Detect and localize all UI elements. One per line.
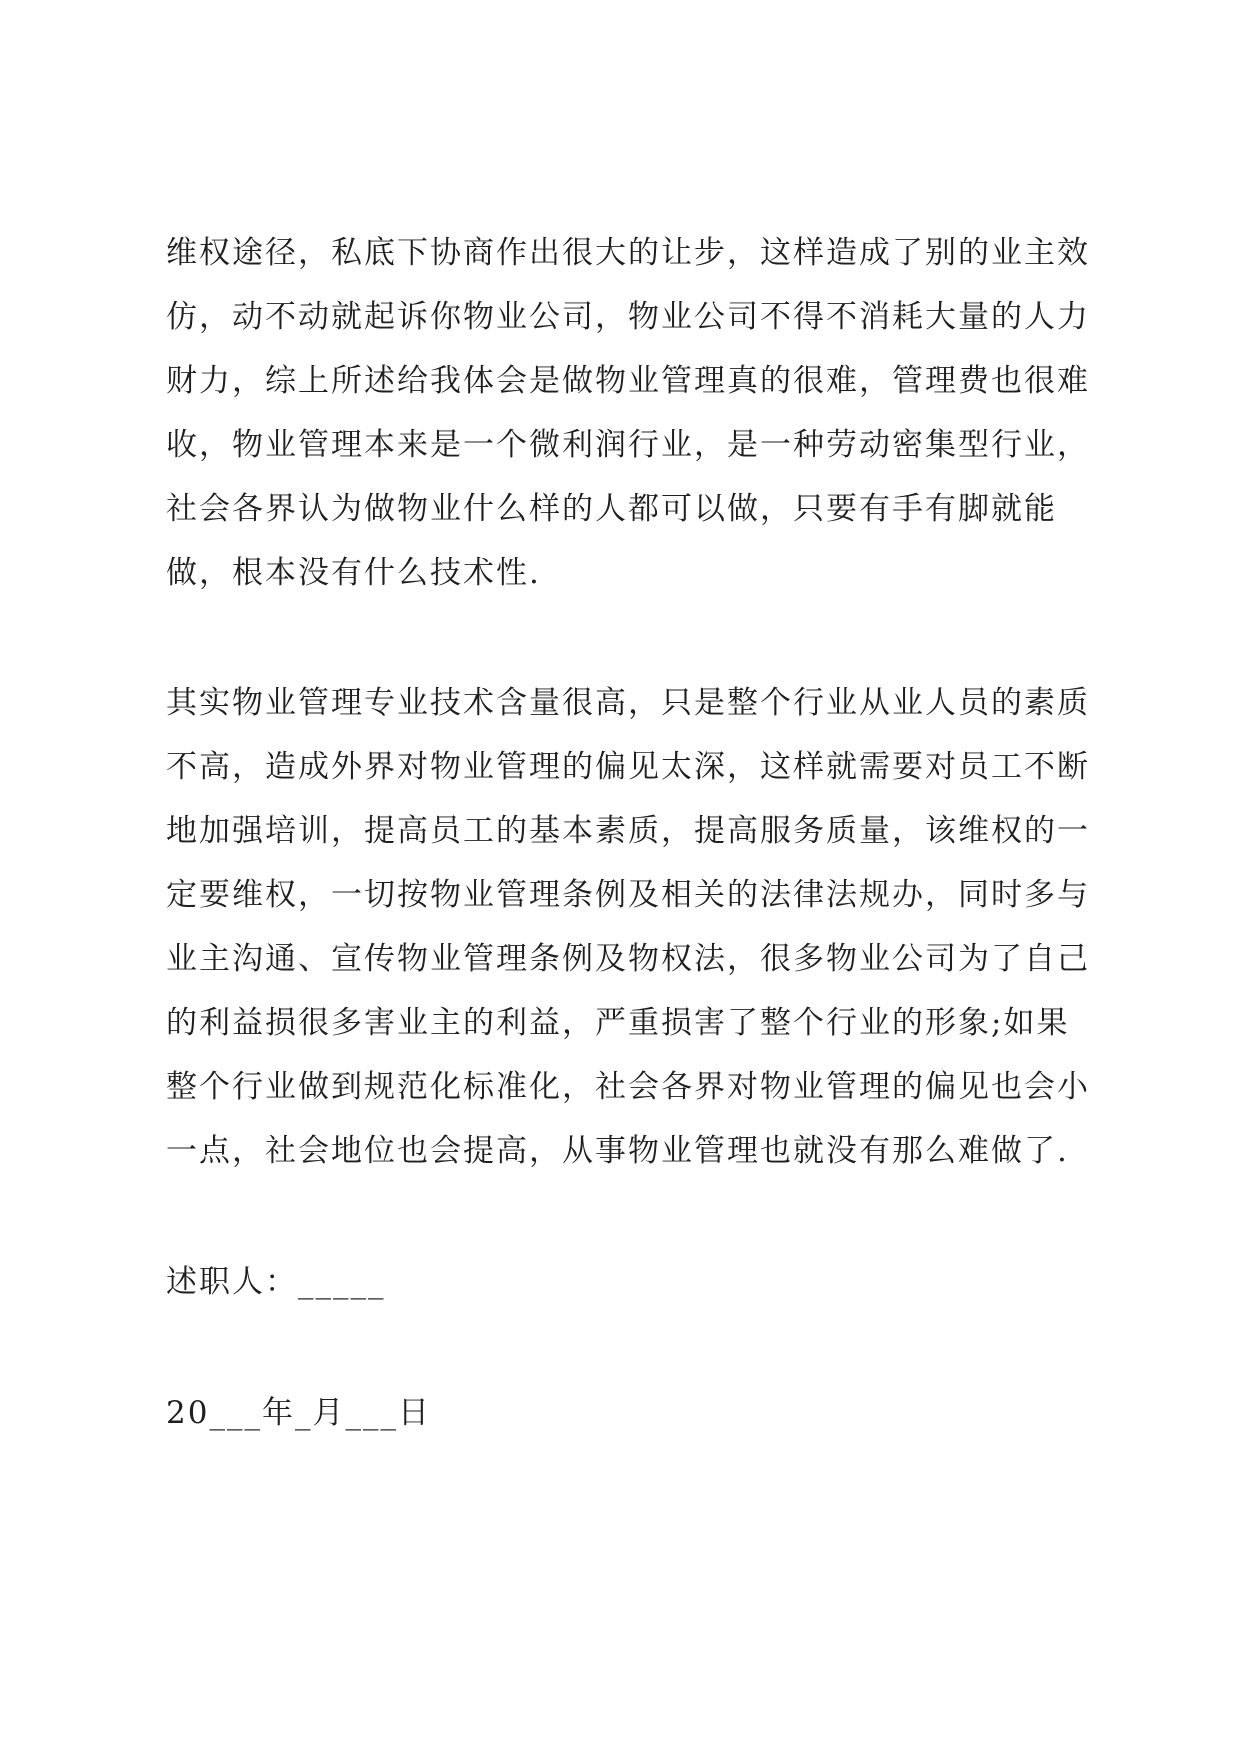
paragraph-1 bbox=[166, 221, 1096, 605]
paragraph-line: 维权途径，私底下协商作出很大的让步，这样造成了别的业主效 bbox=[166, 235, 1090, 271]
date-line: 20___年_月___日 bbox=[166, 1395, 431, 1431]
paragraph-line: 财力，综上所述给我体会是做物业管理真的很难，管理费也很难 bbox=[166, 363, 1090, 399]
paragraph-2 bbox=[166, 671, 1096, 1183]
paragraph-line: 定要维权，一切按物业管理条例及相关的法律法规办，同时多与 bbox=[166, 877, 1090, 913]
paragraph-line: 做，根本没有什么技术性. bbox=[166, 555, 541, 591]
paragraph-line: 不高，造成外界对物业管理的偏见太深，这样就需要对员工不断 bbox=[166, 749, 1090, 785]
paragraph-line: 整个行业做到规范化标准化，社会各界对物业管理的偏见也会小 bbox=[166, 1069, 1090, 1105]
paragraph-line: 社会各界认为做物业什么样的人都可以做，只要有手有脚就能 bbox=[166, 491, 1057, 527]
paragraph-line: 的利益损很多害业主的利益，严重损害了整个行业的形象;如果 bbox=[166, 1005, 1070, 1041]
paragraph-line: 地加强培训，提高员工的基本素质，提高服务质量，该维权的一 bbox=[166, 813, 1090, 849]
paragraph-line: 收，物业管理本来是一个微利润行业，是一种劳动密集型行业， bbox=[166, 427, 1090, 463]
paragraph-line: 其实物业管理专业技术含量很高，只是整个行业从业人员的素质 bbox=[166, 685, 1090, 721]
paragraph-line: 仿，动不动就起诉你物业公司，物业公司不得不消耗大量的人力 bbox=[166, 299, 1090, 335]
paragraph-line: 一点，社会地位也会提高，从事物业管理也就没有那么难做了. bbox=[166, 1133, 1069, 1169]
signature-line: 述职人：_____ bbox=[166, 1264, 386, 1300]
paragraph-line: 业主沟通、宣传物业管理条例及物权法，很多物业公司为了自己 bbox=[166, 941, 1090, 977]
